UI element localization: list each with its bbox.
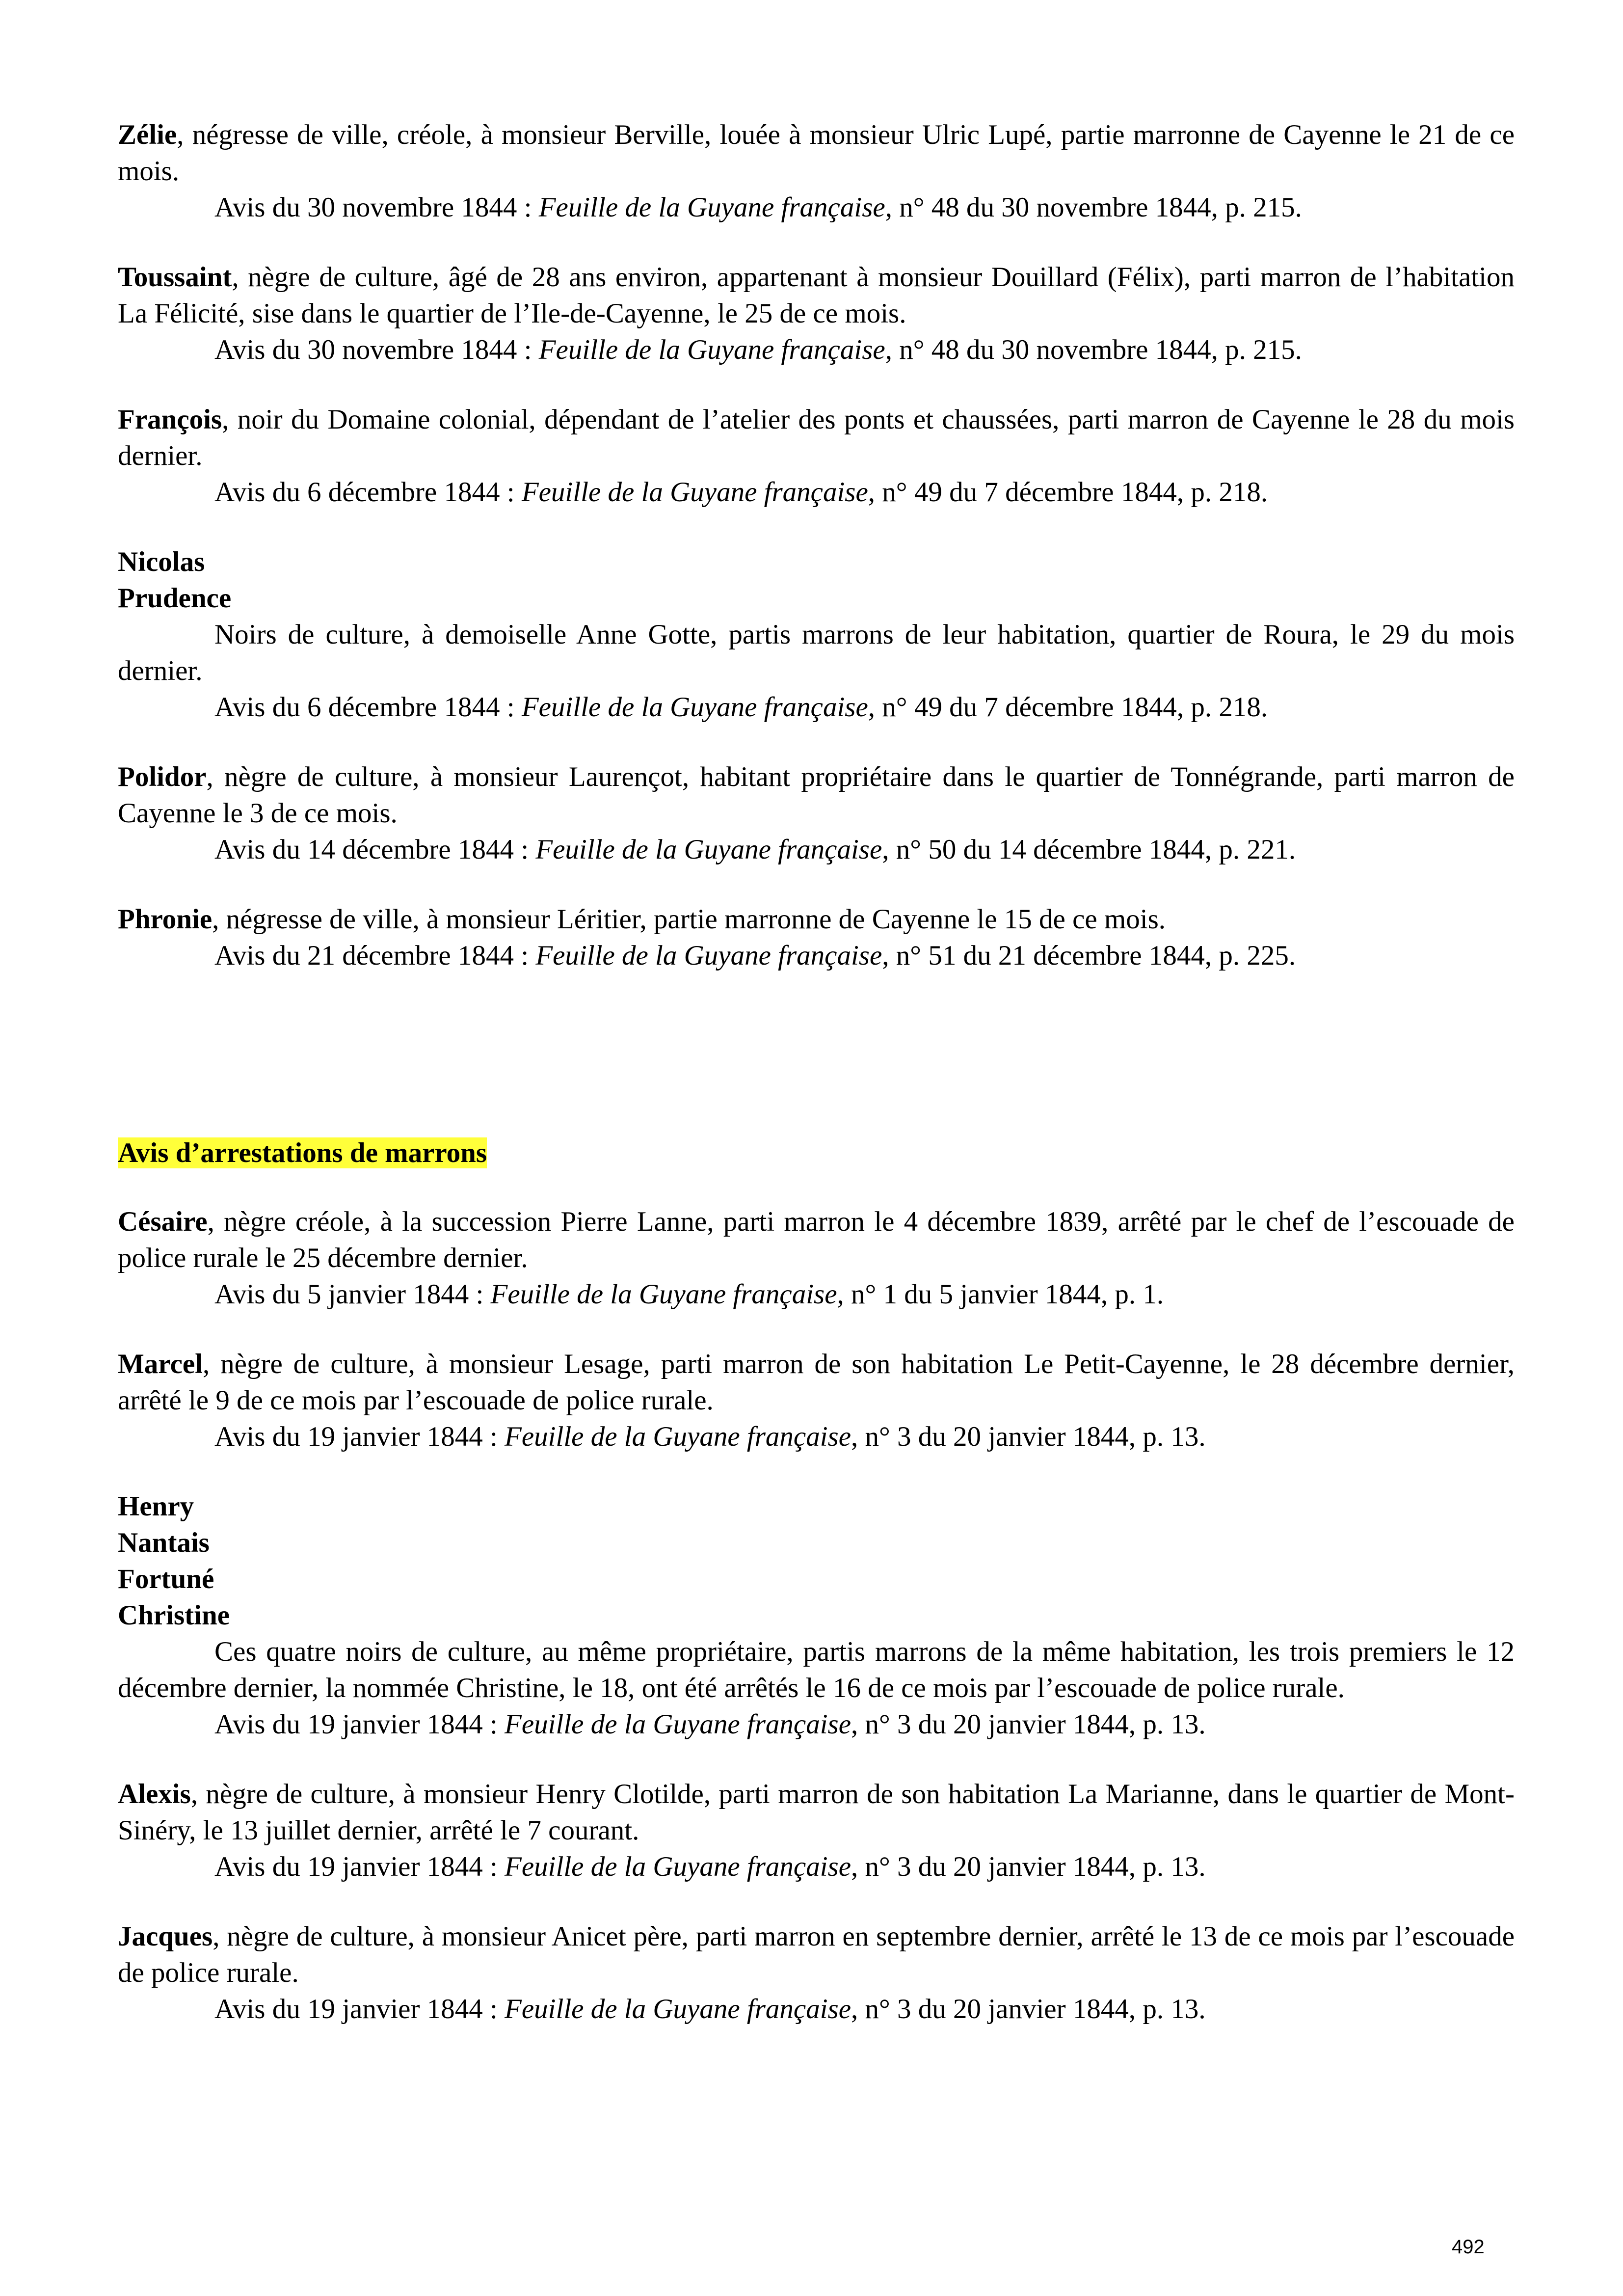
- group-notice-entry: [118, 544, 1515, 726]
- citation-reference: , n° 3 du 20 janvier 1844, p. 13.: [851, 1851, 1206, 1882]
- group-name: Christine: [118, 1600, 230, 1631]
- notice-body: [118, 259, 1515, 332]
- citation-date: Avis du 6 décembre 1844 :: [214, 692, 522, 723]
- notice-body: [118, 1346, 1515, 1419]
- notice-body: [118, 901, 1515, 938]
- citation-date: Avis du 19 janvier 1844 :: [214, 1851, 505, 1882]
- citation-reference: , n° 3 du 20 janvier 1844, p. 13.: [851, 1421, 1206, 1452]
- citation-reference: , n° 49 du 7 décembre 1844, p. 218.: [868, 692, 1268, 723]
- group-name: Nantais: [118, 1527, 210, 1558]
- notice-name: Alexis: [118, 1779, 191, 1810]
- notice-text: , nègre de culture, à monsieur Lesage, parti marron de son habitation Le Petit-Cayenne, le 28 décembre dernier, arrêté le 9 de ce mois par l’escouade de police rurale.: [118, 1349, 1515, 1416]
- notice-name: Jacques: [118, 1921, 213, 1952]
- citation-reference: , n° 1 du 5 janvier 1844, p. 1.: [837, 1279, 1164, 1310]
- group-name: Henry: [118, 1491, 194, 1522]
- citation-source: Feuille de la Guyane française: [505, 1851, 851, 1882]
- notice-entry: [118, 1346, 1515, 1455]
- notice-text: , nègre créole, à la succession Pierre Lanne, parti marron le 4 décembre 1839, arrêté par le chef de l’escouade de police rurale le 25 décembre dernier.: [118, 1206, 1515, 1273]
- notice-citation: [118, 938, 1515, 974]
- citation-date: Avis du 19 janvier 1844 :: [214, 1421, 505, 1452]
- citation-date: Avis du 30 novembre 1844 :: [214, 192, 539, 223]
- notice-body: [118, 759, 1515, 832]
- citation-reference: , n° 3 du 20 janvier 1844, p. 13.: [851, 1709, 1206, 1740]
- section-spacer: [118, 1007, 1515, 1135]
- notice-body: [118, 1204, 1515, 1276]
- notice-entry: [118, 759, 1515, 868]
- notice-citation: [118, 1419, 1515, 1455]
- notice-entry: [118, 1204, 1515, 1313]
- notice-body: [118, 117, 1515, 189]
- notice-name: François: [118, 404, 222, 435]
- citation-reference: , n° 51 du 21 décembre 1844, p. 225.: [882, 940, 1296, 971]
- notice-text: , nègre de culture, à monsieur Henry Clotilde, parti marron de son habitation La Marianne, dans le quartier de Mont-Sinéry, le 13 juillet dernier, arrêté le 7 courant.: [118, 1779, 1515, 1846]
- citation-source: Feuille de la Guyane française: [538, 334, 885, 365]
- notice-text: , nègre de culture, à monsieur Laurençot, habitant propriétaire dans le quartier de Tonnégrande, parti marron de Cayenne le 3 de ce mois.: [118, 761, 1515, 829]
- citation-date: Avis du 5 janvier 1844 :: [214, 1279, 491, 1310]
- notice-body: [118, 1776, 1515, 1849]
- citation-source: Feuille de la Guyane française: [535, 834, 882, 865]
- section-heading-highlight: Avis d’arrestations de marrons: [118, 1137, 487, 1168]
- citation-reference: , n° 49 du 7 décembre 1844, p. 218.: [868, 477, 1268, 508]
- notice-name: Phronie: [118, 904, 213, 935]
- citation-date: Avis du 19 janvier 1844 :: [214, 1994, 505, 2025]
- group-notice-text: Ces quatre noirs de culture, au même propriétaire, partis marrons de la même habitation, les trois premiers le 12 décembre dernier, la nommée Christine, le 18, ont été arrêtés le 16 de ce mois par l’escouade de police rurale.: [118, 1636, 1515, 1703]
- group-name: Prudence: [118, 583, 232, 614]
- notice-entry: [118, 1918, 1515, 2027]
- notice-body: [118, 402, 1515, 474]
- group-name: Fortuné: [118, 1564, 214, 1594]
- citation-reference: , n° 3 du 20 janvier 1844, p. 13.: [851, 1994, 1206, 2025]
- notice-name: Marcel: [118, 1349, 203, 1379]
- notice-text: , négresse de ville, à monsieur Léritier, partie marronne de Cayenne le 15 de ce mois.: [212, 904, 1166, 935]
- citation-reference: , n° 50 du 14 décembre 1844, p. 221.: [882, 834, 1296, 865]
- notice-entry: [118, 259, 1515, 368]
- citation-reference: , n° 48 du 30 novembre 1844, p. 215.: [885, 334, 1302, 365]
- group-notice-entry: [118, 1488, 1515, 1743]
- group-name: Nicolas: [118, 546, 205, 577]
- notice-citation: [118, 689, 1515, 726]
- notice-body: [118, 1918, 1515, 1991]
- citation-date: Avis du 30 novembre 1844 :: [214, 334, 539, 365]
- page-content: [118, 117, 1515, 2061]
- notice-name: Toussaint: [118, 262, 232, 293]
- notice-citation: [118, 1276, 1515, 1313]
- notice-citation: [118, 474, 1515, 511]
- notice-citation: [118, 1849, 1515, 1885]
- citation-date: Avis du 19 janvier 1844 :: [214, 1709, 505, 1740]
- notice-name: Césaire: [118, 1206, 208, 1237]
- citation-source: Feuille de la Guyane française: [505, 1994, 851, 2025]
- notice-citation: [118, 1706, 1515, 1743]
- notice-entry: [118, 402, 1515, 511]
- notice-citation: [118, 332, 1515, 368]
- notice-text: , nègre de culture, à monsieur Anicet père, parti marron en septembre dernier, arrêté le 13 de ce mois par l’escouade de police rurale.: [118, 1921, 1515, 1988]
- citation-date: Avis du 6 décembre 1844 :: [214, 477, 522, 508]
- notice-entry: [118, 901, 1515, 974]
- notice-citation: [118, 832, 1515, 868]
- citation-source: Feuille de la Guyane française: [505, 1709, 851, 1740]
- section-heading: [118, 1135, 1515, 1171]
- notice-name: Polidor: [118, 761, 207, 792]
- notice-text: , nègre de culture, âgé de 28 ans environ, appartenant à monsieur Douillard (Félix), parti marron de l’habitation La Félicité, sise dans le quartier de l’Ile-de-Cayenne, le 25 de ce mois.: [118, 262, 1515, 329]
- citation-date: Avis du 21 décembre 1844 :: [214, 940, 536, 971]
- citation-source: Feuille de la Guyane française: [521, 692, 868, 723]
- citation-source: Feuille de la Guyane française: [505, 1421, 851, 1452]
- notice-entry: [118, 1776, 1515, 1885]
- group-notice-text: Noirs de culture, à demoiselle Anne Gotte, partis marrons de leur habitation, quartier de Roura, le 29 du mois dernier.: [118, 619, 1515, 686]
- notice-name: Zélie: [118, 119, 177, 150]
- notice-text: , négresse de ville, créole, à monsieur Berville, louée à monsieur Ulric Lupé, partie marronne de Cayenne le 21 de ce mois.: [118, 119, 1515, 187]
- notice-entry: [118, 117, 1515, 226]
- citation-reference: , n° 48 du 30 novembre 1844, p. 215.: [885, 192, 1302, 223]
- citation-source: Feuille de la Guyane française: [490, 1279, 837, 1310]
- citation-source: Feuille de la Guyane française: [538, 192, 885, 223]
- citation-date: Avis du 14 décembre 1844 :: [214, 834, 536, 865]
- notice-citation: [118, 1991, 1515, 2027]
- notice-citation: [118, 189, 1515, 226]
- citation-source: Feuille de la Guyane française: [535, 940, 882, 971]
- notice-text: , noir du Domaine colonial, dépendant de l’atelier des ponts et chaussées, parti marron de Cayenne le 28 du mois dernier.: [118, 404, 1515, 471]
- page-number: 492: [1452, 2236, 1485, 2258]
- citation-source: Feuille de la Guyane française: [521, 477, 868, 508]
